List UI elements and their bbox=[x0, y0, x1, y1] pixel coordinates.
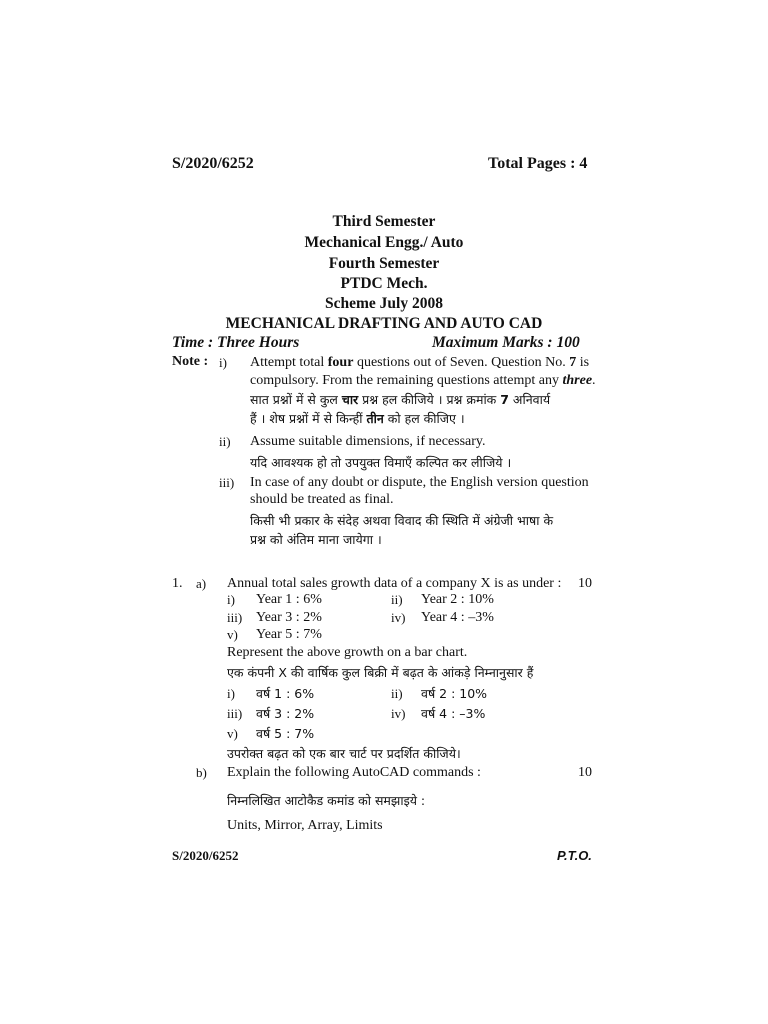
item-number: i) bbox=[227, 686, 235, 701]
exam-time: Time : Three Hours bbox=[172, 334, 300, 351]
item-text-hindi: वर्ष 2 : 10% bbox=[421, 686, 488, 701]
please-turn-over: P.T.O. bbox=[557, 848, 592, 863]
note-3-hindi-line-2: प्रश्न को अंतिम माना जायेगा । bbox=[250, 532, 382, 547]
item-text-hindi: वर्ष 1 : 6% bbox=[256, 686, 315, 701]
bar-chart-instruction-hindi: उपरोक्त बढ़त को एक बार चार्ट पर प्रदर्शित कीजिये। bbox=[227, 746, 461, 761]
paper-code: S/2020/6252 bbox=[172, 155, 254, 172]
item-text: Year 5 : 7% bbox=[256, 627, 322, 642]
question-1a-marks: 10 bbox=[578, 576, 592, 591]
question-number: 1. bbox=[172, 576, 183, 591]
note-2-english-line-1: Assume suitable dimensions, if necessary. bbox=[250, 434, 486, 449]
item-number: i) bbox=[227, 592, 235, 607]
item-text-hindi: वर्ष 4 : –3% bbox=[421, 706, 486, 721]
question-1b-hindi-text: निम्नलिखित आटोकैड कमांड को समझाइये : bbox=[227, 793, 426, 808]
branch-line: Mechanical Engg./ Auto bbox=[304, 234, 464, 251]
note-number: i) bbox=[219, 355, 227, 370]
note-1-hindi-line-2: हैं । शेष प्रश्नों में से किन्हीं तीन को हल कीजिए । bbox=[250, 411, 465, 426]
note-2-hindi-line-1: यदि आवश्यक हो तो उपयुक्त विमाएँ कल्पित कर लीजिये । bbox=[250, 455, 512, 470]
item-number: iv) bbox=[391, 610, 406, 625]
autocad-commands-list: Units, Mirror, Array, Limits bbox=[227, 818, 383, 833]
note-3-english-line-2: should be treated as final. bbox=[250, 492, 394, 507]
note-3-hindi-line-1: किसी भी प्रकार के संदेह अथवा विवाद की स्थिति में अंग्रेजी भाषा के bbox=[250, 513, 554, 528]
semester-line-1: Third Semester bbox=[332, 213, 436, 230]
program-line: PTDC Mech. bbox=[340, 275, 428, 292]
question-1b-text: Explain the following AutoCAD commands : bbox=[227, 765, 481, 780]
item-number: ii) bbox=[391, 686, 403, 701]
bar-chart-instruction: Represent the above growth on a bar chart. bbox=[227, 645, 468, 660]
item-text: Year 4 : –3% bbox=[421, 610, 494, 625]
item-number: v) bbox=[227, 627, 238, 642]
note-number: iii) bbox=[219, 475, 235, 490]
question-1a-hindi-text: एक कंपनी X की वार्षिक कुल बिक्री में बढ़त के आंकड़े निम्नानुसार हैं bbox=[227, 665, 534, 680]
question-1b-marks: 10 bbox=[578, 765, 592, 780]
note-1-english-line-1: Attempt total four questions out of Seven. Question No. 7 is bbox=[250, 355, 590, 370]
sub-question-label: b) bbox=[196, 765, 207, 780]
maximum-marks: Maximum Marks : 100 bbox=[432, 334, 580, 351]
item-text: Year 2 : 10% bbox=[421, 592, 494, 607]
note-1-hindi-line-1: सात प्रश्नों में से कुल चार प्रश्न हल कीजिये । प्रश्न क्रमांक 7 अनिवार्य bbox=[250, 392, 551, 407]
item-text: Year 3 : 2% bbox=[256, 610, 322, 625]
sub-question-label: a) bbox=[196, 576, 207, 591]
footer-paper-code: S/2020/6252 bbox=[172, 848, 239, 863]
note-3-english-line-1: In case of any doubt or dispute, the English version question bbox=[250, 475, 589, 490]
item-text-hindi: वर्ष 5 : 7% bbox=[256, 726, 315, 741]
question-1a-text: Annual total sales growth data of a company X is as under : bbox=[227, 576, 562, 591]
scheme-line: Scheme July 2008 bbox=[325, 295, 443, 312]
note-label: Note : bbox=[172, 354, 209, 369]
semester-line-2: Fourth Semester bbox=[328, 255, 440, 272]
subject-title: MECHANICAL DRAFTING AND AUTO CAD bbox=[225, 315, 543, 332]
item-number: v) bbox=[227, 726, 238, 741]
note-number: ii) bbox=[219, 434, 231, 449]
note-1-english-line-2: compulsory. From the remaining questions attempt any three. bbox=[250, 373, 596, 388]
item-text-hindi: वर्ष 3 : 2% bbox=[256, 706, 315, 721]
total-pages: Total Pages : 4 bbox=[488, 155, 588, 172]
item-text: Year 1 : 6% bbox=[256, 592, 322, 607]
item-number: iii) bbox=[227, 610, 243, 625]
item-number: iv) bbox=[391, 706, 406, 721]
item-number: iii) bbox=[227, 706, 243, 721]
item-number: ii) bbox=[391, 592, 403, 607]
